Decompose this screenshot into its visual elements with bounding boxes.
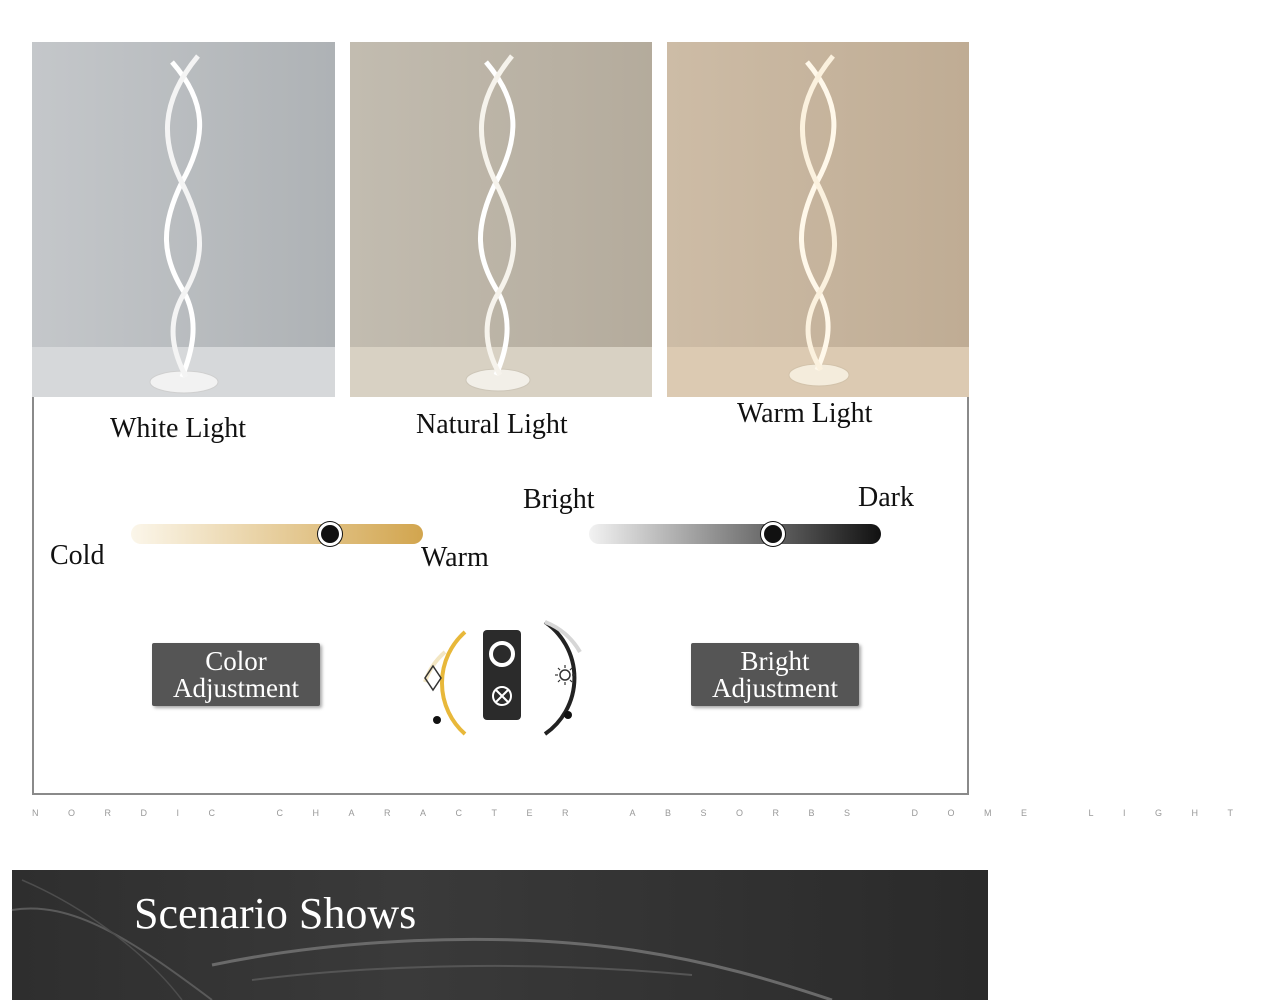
- tagline: NORDIC CHARACTER ABSORBS DOME LIGHT: [32, 808, 1263, 818]
- label-white-light: White Light: [110, 413, 247, 444]
- color-dial-arc: [442, 632, 465, 734]
- bright-adjustment-badge: [691, 643, 859, 706]
- brightness-slider[interactable]: [589, 524, 881, 544]
- cold-label: Cold: [50, 540, 105, 571]
- warm-label: Warm: [421, 542, 489, 573]
- dark-label: Dark: [858, 482, 914, 513]
- color-badge-line2: Adjustment: [173, 672, 299, 703]
- bright-dial-knob[interactable]: [564, 711, 572, 719]
- lamp-warm-image: [667, 42, 969, 397]
- photo-natural-light: [350, 42, 652, 397]
- bright-badge-line1: Bright: [740, 645, 810, 676]
- color-badge-line1: Color: [205, 645, 267, 676]
- banner-title: Scenario Shows: [134, 889, 417, 938]
- bright-badge-line2: Adjustment: [712, 672, 838, 703]
- color-slider-knob[interactable]: [318, 522, 342, 546]
- label-warm-light: Warm Light: [737, 398, 873, 429]
- color-adjustment-badge: [152, 643, 320, 706]
- lamp-natural-image: [350, 42, 652, 397]
- remote-control-graphic: [405, 612, 625, 762]
- bright-label: Bright: [523, 484, 595, 515]
- photo-white-light: [32, 42, 335, 397]
- brightness-slider-knob[interactable]: [761, 522, 785, 546]
- sun-icon: [555, 665, 575, 685]
- photo-warm-light: [667, 42, 969, 397]
- label-natural-light: Natural Light: [416, 409, 568, 440]
- color-dial-knob[interactable]: [433, 716, 441, 724]
- scenario-banner: [12, 870, 988, 1000]
- lamp-white-image: [32, 42, 335, 397]
- color-temperature-slider[interactable]: [131, 524, 423, 544]
